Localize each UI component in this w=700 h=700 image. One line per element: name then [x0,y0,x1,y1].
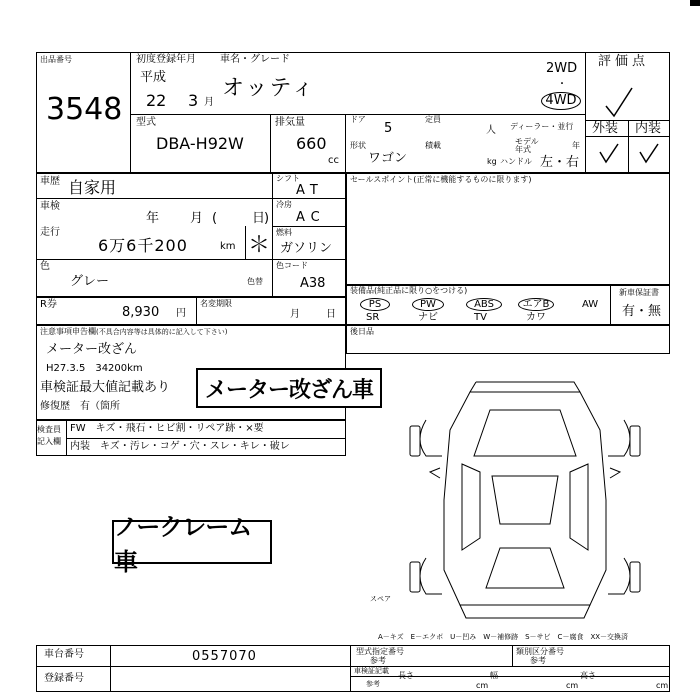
name-change-day: 日 [326,309,336,320]
length-unit: cm [476,681,489,690]
mileage-label: 走行 [40,227,60,238]
sales-point-note: (正常に機能するものに限ります) [413,175,532,184]
registration-label: 登録番号 [44,673,84,684]
equip-pw-circled [412,298,444,311]
displacement: 660 [296,134,327,153]
equipment-label [350,287,467,295]
reg-year-label: 初度登録年月 [136,54,196,65]
divider [245,226,246,259]
equip-aw: AW [582,299,599,310]
recycle-unit: 円 [176,308,186,319]
inspection-year: 年 [146,211,160,226]
inspection-day: 日 [252,211,266,226]
divider [585,52,586,173]
sales-point-label [350,176,532,184]
dims-label: 車検証記載 [354,667,389,675]
inspection-label: 車検 [40,201,60,212]
history-value: 自家用 [68,178,117,197]
model-year-unit: 年 [572,141,580,150]
meter-tamper-stamp [196,368,382,408]
after-install-label: 後日品 [350,327,374,336]
mileage-value: 6万6千200 [98,236,188,255]
inspection-paren-close: ) [264,211,270,226]
notes-line-4: 修復歴 有（箇所 [40,401,120,412]
notes-title: 注意事項申告欄 [40,327,96,336]
divider [196,297,197,325]
equip-ps-circled [360,298,390,311]
lot-box-label: 出品番号 [40,55,72,64]
equip-abs-circled [466,298,502,311]
height-unit: cm [656,681,669,690]
door-label: ドア [350,115,366,124]
exterior-check-mark [596,140,626,170]
type-designation-ref: 参考 [370,656,386,665]
month-unit: 月 [204,97,214,108]
warranty-label: 新車保証書 [619,288,659,297]
notes-line-2: H27.3.5 34200km [46,363,143,374]
divider [610,285,611,325]
divider [272,259,273,297]
recycle-label: R券 [40,299,57,310]
dims-ref: 参考 [366,680,380,688]
color-code: A38 [300,276,326,291]
shift-label: シフト [276,174,300,183]
inspector-row-2: 内装 キズ・汚レ・コゲ・穴・スレ・キレ・破レ [70,441,290,452]
equipment-note: (純正品に限り○をつける) [374,286,468,295]
color-label: 色 [40,261,50,272]
lot-number: 3548 [46,92,123,127]
drive-4wd-circled [541,92,581,110]
color-code-label: 色コード [276,261,308,270]
corner-mark [690,0,700,6]
fuel: ガソリン [280,241,333,256]
height-label: 高さ [580,671,596,680]
ac-label: 冷房 [276,200,292,209]
divider [345,114,346,173]
inspection-paren-open: ( [212,211,218,226]
handle-label: ハンドル [500,157,532,166]
equip-abs: ABS [474,299,494,310]
divider [350,645,351,692]
history-label: 車歴 [40,176,60,187]
equip-leather: カワ [526,312,546,323]
displacement-unit: cc [328,155,339,166]
inspector-row-1: FW キズ・飛石・ヒビ割・リペア跡・×要 [70,423,264,434]
divider [36,198,272,199]
drive-2wd: 2WD [546,61,578,76]
interior-label: 内装 [635,121,662,136]
spare-label: スペア [370,595,391,603]
chassis-label: 車台番号 [44,649,84,660]
inspection-month: 月 [190,211,204,226]
sales-point-title: セールスポイント [350,175,414,184]
displacement-label: 排気量 [275,117,305,128]
width-label: 幅 [490,671,498,680]
divider [36,259,346,260]
handle-options: 左・右 [540,155,580,170]
divider [272,198,346,199]
divider [272,226,346,227]
load-unit: kg [487,157,497,166]
chassis-value: 0557070 [192,649,257,664]
notes-line-1: メーター改ざん [46,342,138,357]
body-label: 形状 [350,141,366,150]
mileage-mark: ＊ [248,233,271,258]
drive-dot: ・ [557,79,567,90]
equip-pw: PW [420,299,436,310]
equipment-title: 装備品 [350,286,374,295]
capacity-unit: 人 [486,125,496,136]
mileage-unit: km [220,241,236,252]
meter-tamper-stamp-text: メーター改ざん車 [204,377,373,403]
interior-check-mark [636,140,666,170]
equip-navi: ナビ [418,312,438,323]
car-grade-label: 車名・グレード [220,54,290,65]
divider [270,114,271,173]
capacity-label: 定員 [425,115,441,124]
body-type: ワゴン [368,151,408,166]
equip-airbag: エアB [522,299,550,310]
load-label: 積載 [425,141,441,150]
no-claim-stamp-text: ノークレーム車 [114,513,252,576]
warranty-value: 有・無 [622,304,662,319]
drive-4wd: 4WD [545,93,577,108]
notes-label [40,328,227,336]
equip-sr: SR [366,312,380,323]
fuel-label: 燃料 [276,228,292,237]
ac: AC [296,210,326,225]
category-label: 類別区分番号 [516,647,564,656]
type-designation-label: 型式指定番号 [356,647,404,656]
no-claim-stamp [112,513,272,576]
equip-airbag-circled [518,298,554,311]
divider [130,52,131,173]
name-change-month: 月 [290,309,300,320]
recycle-amount: 8,930 [122,305,160,320]
reg-month: 3 [188,91,199,110]
grade-title: 評価点 [598,54,650,69]
divider [272,173,273,259]
car-name: オッティ [222,76,316,101]
reg-year: 22 [146,91,167,110]
era: 平成 [140,70,167,85]
dealer-label: ディーラー・並行 [510,122,574,131]
sales-point-frame [346,173,670,285]
equip-ps: PS [368,299,382,310]
model-year-label: モデル年式 [515,137,539,154]
doors: 5 [384,121,393,136]
width-unit: cm [566,681,579,690]
equip-tv: TV [474,312,487,323]
category-ref: 参考 [530,656,546,665]
diagram-legend: A－キズ E－エクボ U－凹み W－補修跡 S－サビ C－腐食 XX－交換済 [378,633,629,641]
color: グレー [70,274,110,289]
name-change-label: 名変期限 [200,299,232,308]
after-install-frame [346,325,670,354]
color-swap-label: 色替 [247,277,263,286]
length-label: 長さ [398,671,414,680]
divider [110,645,111,692]
shift: AT [296,183,324,198]
exterior-label: 外装 [592,121,619,136]
inspector-label: 検査員記入欄 [37,425,61,446]
car-diagram [400,380,650,630]
notes-line-3: 車検証最大値記載あり [40,380,171,395]
divider [66,438,346,439]
divider [585,136,670,137]
divider [36,666,670,667]
model-code: DBA-H92W [156,134,244,153]
notes-title-note: (不具合内容等は具体的に記入して下さい) [96,328,228,336]
divider [512,645,513,666]
model-label: 型式 [136,117,156,128]
